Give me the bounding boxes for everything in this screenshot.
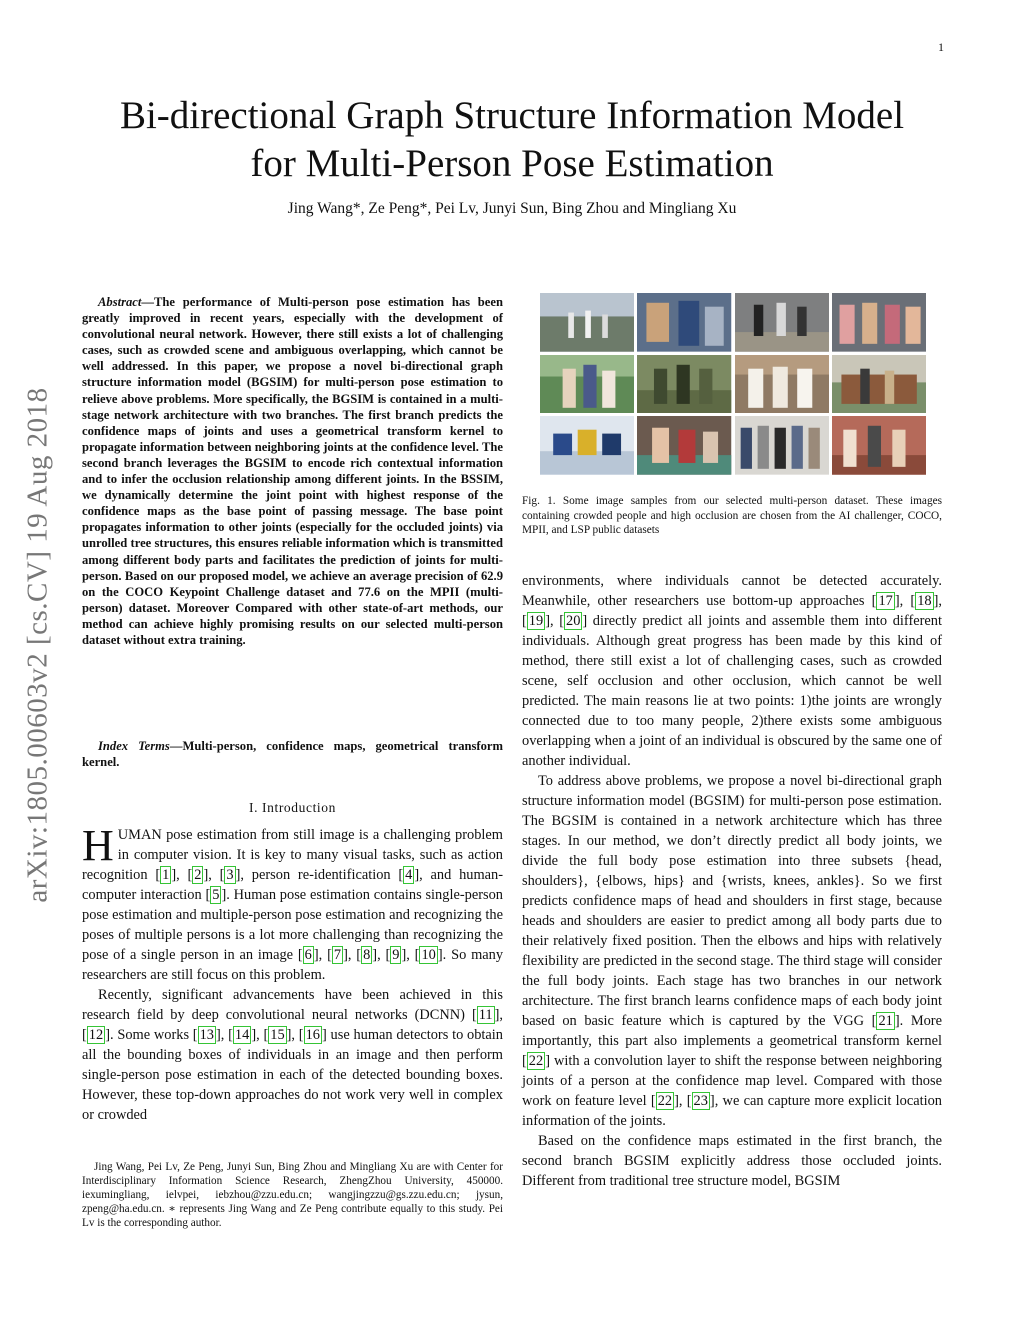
- abstract-text: —The performance of Multi-person pose estimation has been greatly improved in recent years, especially with the development of convolutional neural network. However, there still exists a lot of challenging cases, such as crowded scene and ambiguous overlapping, which cannot be well addressed. In this paper, we propose a novel bi-directional graph structure information model (BGSIM) for multi-person pose estimation to relieve above problems. More specifically, the BGSIM is contained in a multi-stage network architecture with two branches. The first branch predicts the confidence maps of joints and uses a geometrical transform kernel to propagate information between neighboring joints at the confidence level. The second branch leverages the BGSIM to encode rich contextual information and to infer the occlusion relationship among different joints. In the BSSIM, we dynamically determine the joint point with highest response of the confidence maps as the base point of passing message. The base point propagates information to other joints (especially for the occluded joints) via unrolled tree structures, this ensures reliable information which is transmitted among different body parts and facilitates the prediction of joints for multi-person. Based on our proposed model, we achieve an average precision of 62.9 on the COCO Keypoint Challenge dataset and 77.6 on the MPII (multi-person) dataset. Moreover Compared with other state-of-art methods, our method can achieve highly promising results on our selected multi-person dataset without extra training.: [82, 295, 503, 647]
- page-number: 1: [938, 40, 944, 54]
- citation-link[interactable]: 18: [917, 593, 932, 609]
- sample-photo: [637, 416, 731, 475]
- sample-photo: [540, 355, 634, 414]
- intro-paragraph-1: HUMAN pose estimation from still image is a challenging problem in computer vision. It is key to many visual tasks, such as action recognition [ 1 ], [ 2 ], [ 3 ], person re-identification [ 4 ], and human-computer interaction [ 5 ]. Human pose estimation contains single-person pose estimation and multiple-person pose estimation and recognizing the poses of multiple persons is a lot more challenging than recognizing the pose of a single person in an image [ 6 ], [ 7 ], [ 8 ], [ 9 ], [ 10 ]. So many researchers are still focus on this problem.: [82, 821, 504, 983]
- author-list: Jing Wang*, Ze Peng*, Pei Lv, Junyi Sun, Bing Zhou and Mingliang Xu: [287, 200, 737, 217]
- citation-link[interactable]: 3: [226, 867, 234, 883]
- body-text: To address above problems, we propose a novel bi-directional graph structure information model (BGSIM) for multi-person pose estimation. The BGSIM is contained in a network architecture which has three stages. In our method, we don’t directly predict all body joints, we divide the full body pose estimation into three subsets {head, shoulders}, {elbows, hips} and {wrists, knees, ankles}. So we first predicts confidence maps of head and shoulders in first stage, because heads and shoulders are easier to predict among all body parts due to their relatively fixed position. Then the elbows and hips with relatively flexibility are predicted in the second stage. The third stage will consider the full body joints. Each stage has two branches in our network architecture. The first branch learns confidence maps of each body joint based on basic feature which is captured by the VGG: [522, 773, 942, 1029]
- body-text: directly predict all joints and assemble them into different individuals. Although great progress has been made by this kind of method, there still exist a lot of challenging cases, such as crowded scene, self occlusion and other occlusion, which cannot be well predicted. The main reasons lie at two points: 1)the joints are wrongly connected due to too many people, 2)there exists some ambiguous overlapping when a joint of an individual is obscured by the same one of another individual.: [522, 613, 943, 769]
- title-line-2: for Multi-Person Pose Estimation: [250, 142, 774, 185]
- citation-link[interactable]: 5: [212, 887, 220, 903]
- index-terms: [82, 738, 503, 770]
- citation-link[interactable]: 21: [878, 1013, 893, 1029]
- citation-link[interactable]: 15: [270, 1027, 285, 1043]
- citation-link[interactable]: 10: [421, 947, 436, 963]
- citation-link[interactable]: 4: [405, 867, 413, 883]
- citation-link[interactable]: 7: [333, 947, 342, 963]
- arxiv-identifier: [18, 345, 58, 945]
- index-terms-label: Index Terms: [98, 739, 170, 753]
- citation-link[interactable]: 22: [657, 1093, 673, 1109]
- intro-text: . Some works: [109, 1027, 193, 1043]
- citation-link[interactable]: 22: [528, 1053, 544, 1069]
- intro-text: , and human-computer interaction: [82, 867, 504, 903]
- title-line-1: Bi-directional Graph Structure Information Model: [119, 94, 905, 137]
- citation-link[interactable]: 1: [162, 867, 170, 883]
- citation-link[interactable]: 16: [305, 1027, 320, 1043]
- citation-link[interactable]: 2: [194, 867, 202, 883]
- sample-photo: [735, 416, 829, 475]
- body-text: with a convolution layer to shift the response between neighboring joints of a person at the confidence map level. Compared with those work on feature level: [522, 1053, 942, 1109]
- right-column-text: [522, 571, 942, 1191]
- right-paragraph-2: To address above problems, we propose a novel bi-directional graph structure information model (BGSIM) for multi-person pose estimation. The BGSIM is contained in a network architecture which has three stages. In our method, we don’t directly predict all body joints, we divide the full body pose estimation into three subsets {head, shoulders}, {elbows, hips} and {wrists, knees, ankles}. So we first predicts confidence maps of head and shoulders in first stage, because heads and shoulders are easier to predict among all body parts due to their relatively fixed position. Then the elbows and hips with relatively flexibility are predicted in the second stage. The third stage will consider the full body joints. Each stage has two branches in our network architecture. The first branch learns confidence maps of each body joint based on basic feature which is captured by the VGG [ 21 ]. More importantly, this part also implements a geometrical transform kernel [ 22 ] with a convolution layer to shift the response between neighboring joints of a person at the confidence map level. Compared with those work on feature level [ 22 ], [ 23 ], we can capture more explicit location information of the joints.: [522, 773, 942, 1129]
- body-text: . More importantly, this part also implements a geometrical transform kernel: [522, 1013, 942, 1049]
- citation-link[interactable]: 19: [528, 613, 544, 629]
- body-text: environments, where individuals cannot be detected accurately. Meanwhile, other researchers use bottom-up approaches: [522, 573, 942, 609]
- intro-text: , person re-identification: [240, 867, 399, 883]
- introduction-text: [82, 821, 504, 1125]
- sample-photo: [540, 293, 634, 352]
- citation-link[interactable]: 17: [878, 593, 893, 609]
- figure-caption: Fig. 1. Some image samples from our selected multi-person dataset. These images containing crowded people and high occlusion are chosen from the AI challenger, COCO, MPII, and LSP public datasets: [522, 495, 942, 537]
- abstract: [82, 294, 503, 648]
- intro-text: use human detectors to obtain all the bounding boxes of individuals in an image and then perform single-person pose estimation in each of the detected bounding boxes. However, these top-down approaches do not work very well in complex or crowded: [82, 1027, 503, 1123]
- citation-link[interactable]: 9: [392, 947, 400, 963]
- intro-text: . So many researchers are still focus on this problem.: [82, 947, 504, 983]
- citation-link[interactable]: 11: [478, 1007, 493, 1023]
- sample-photo: [832, 416, 926, 475]
- body-text: , we can capture more explicit location information of the joints.: [522, 1093, 942, 1129]
- sample-photo: [637, 355, 731, 414]
- abstract-label: Abstract: [98, 295, 142, 309]
- right-paragraph-1: environments, where individuals cannot be detected accurately. Meanwhile, other researchers use bottom-up approaches [ 17 ], [ 18 ], [ 19 ], [ 20 ] directly predict all joints and assemble them into different individuals. Although great progress has been made by this kind of method, there still exist a lot of challenging cases, such as crowded scene, self occlusion and other occlusion, which cannot be well predicted. The main reasons lie at two points: 1)the joints are wrongly connected due to too many people, 2)there exists some ambiguous overlapping when a joint of an individual is obscured by the same one of another individual.: [522, 573, 943, 769]
- sample-photo: [540, 416, 634, 475]
- citation-link[interactable]: 8: [363, 947, 371, 963]
- citation-link[interactable]: 23: [693, 1093, 708, 1109]
- right-paragraph-3: Based on the confidence maps estimated in the first branch, the second branch BGSIM explicitly address those occluded joints. Different from traditional tree structure model, BGSIM: [522, 1133, 942, 1189]
- figure-image-grid: [540, 293, 926, 475]
- affiliation-footnote: Jing Wang, Pei Lv, Ze Peng, Junyi Sun, Bing Zhou and Mingliang Xu are with Center for Interdisciplinary Information Science Research, ZhengZhou University, 450000. iexumingliang, ielvpei, iebzhou@zzu.edu.cn; wangjingzzu@gs.zzu.edu.cn; jysun, zpeng@ha.edu.cn. ∗ represents Jing Wang and Ze Peng contribute equally to this study. Pei Lv is the corresponding author.: [82, 1161, 503, 1229]
- intro-paragraph-2: Recently, significant advancements have been achieved in this research field by deep convolutional neural networks (DCNN) [ 11 ], [ 12 ]. Some works [ 13 ], [ 14 ], [ 15 ], [ 16 ] use human detectors to obtain all the bounding boxes of individuals in an image and then perform single-person pose estimation in each of the detected bounding boxes. However, these top-down approaches do not work very well in complex or crowded: [82, 987, 503, 1123]
- intro-text: UMAN pose estimation from still image is a challenging problem in computer vision. It is key to many visual tasks, such as action recognition: [82, 827, 503, 883]
- citation-link[interactable]: 13: [199, 1027, 214, 1043]
- dropcap: H: [82, 821, 114, 870]
- intro-text: Recently, significant advancements have been achieved in this research field by deep convolutional neural networks (DCNN): [82, 987, 503, 1023]
- paper-title: [60, 92, 964, 188]
- sample-photo: [832, 293, 926, 352]
- index-terms-text: —Multi-person, confidence maps, geometrical transform kernel.: [82, 739, 504, 770]
- citation-link[interactable]: 14: [234, 1027, 250, 1043]
- sample-photo: [735, 355, 829, 414]
- citation-link[interactable]: 6: [304, 947, 312, 963]
- sample-photo: [832, 355, 926, 414]
- citation-link[interactable]: 20: [566, 613, 581, 629]
- sample-photo: [735, 293, 829, 352]
- sample-photo: [637, 293, 731, 352]
- citation-link[interactable]: 12: [88, 1027, 104, 1043]
- intro-text: . Human pose estimation contains single-person pose estimation and multiple-person pose estimation and recognizing the poses of multiple persons is a lot more challenging than recognizing the pose of a single person in an image: [82, 887, 503, 963]
- arxiv-identifier-text: arXiv:1805.00603v2 [cs.CV] 19 Aug 2018: [21, 387, 54, 903]
- section-heading: I. Introduction: [249, 800, 336, 815]
